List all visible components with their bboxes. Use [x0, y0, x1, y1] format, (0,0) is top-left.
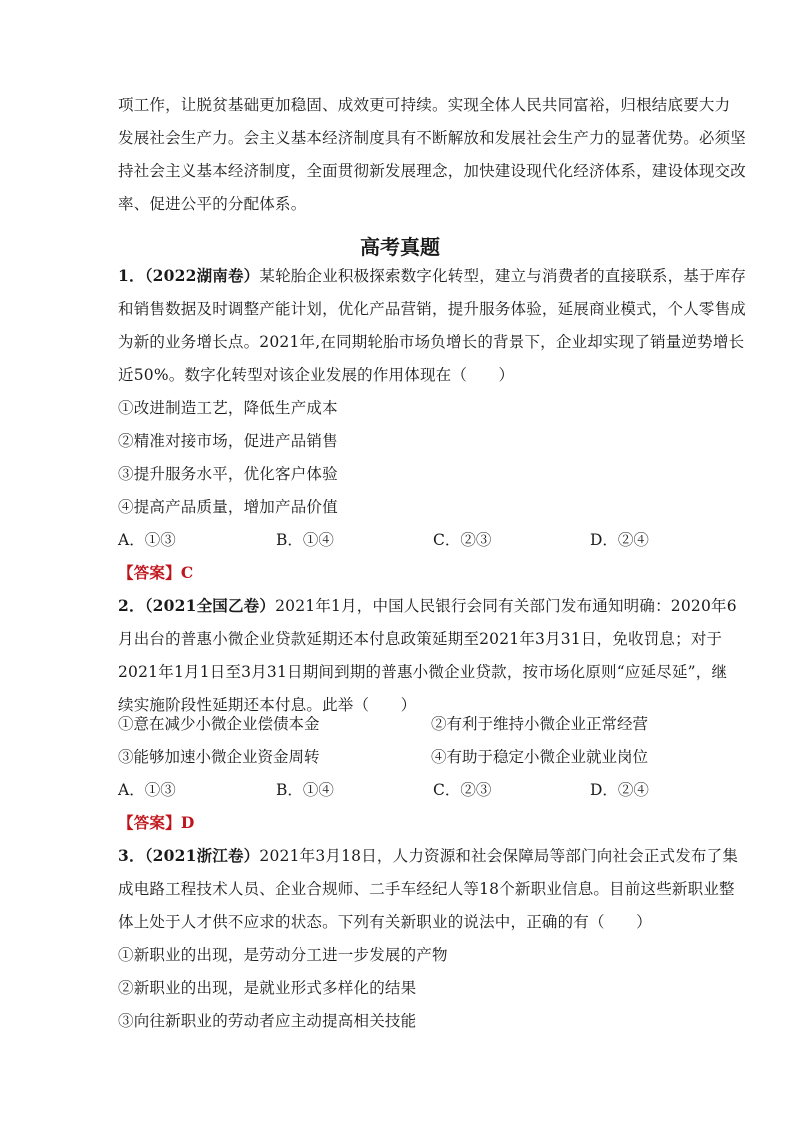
answer-value: C — [180, 563, 194, 582]
section-title: 高考真题 — [360, 235, 440, 259]
question-source: （2021全国乙卷） — [144, 596, 276, 615]
q1-choice-b: B．①④ — [276, 531, 334, 549]
q2-choice-d: D．②④ — [590, 781, 649, 799]
q2-item: ①意在减少小微企业偿债本金 — [118, 715, 320, 733]
q2-choice-b: B．①④ — [276, 781, 334, 799]
question-text: 2021年1月，中国人民银行会同有关部门发布通知明确：2020年6 — [275, 597, 737, 615]
question-source: （2021浙江卷） — [144, 846, 260, 865]
answer-label: 【答案】 — [118, 563, 181, 582]
question-3-line: 体上处于人才供不应求的状态。下列有关新职业的说法中，正确的有（ ） — [118, 913, 652, 931]
q1-answer — [118, 563, 688, 583]
q2-choice-a: A．①③ — [118, 781, 176, 799]
q1-choice-a: A．①③ — [118, 531, 176, 549]
question-text: 2021年3月18日，人力资源和社会保障局等部门向社会正式发布了集 — [259, 847, 739, 865]
intro-line: 率、促进公平的分配体系。 — [118, 195, 307, 213]
q3-item: ①新职业的出现，是劳动分工进一步发展的产物 — [118, 946, 448, 964]
q1-item: ④提高产品质量，增加产品价值 — [118, 498, 338, 516]
intro-line: 持社会主义基本经济制度，全面贯彻新发展理念，加快建设现代化经济体系，建设体现交改 — [118, 162, 747, 180]
question-1-line: 和销售数据及时调整产能计划，优化产品营销，提升服务体验，延展商业模式，个人零售成 — [118, 300, 747, 318]
q2-item: ④有助于稳定小微企业就业岗位 — [431, 748, 649, 766]
question-number: 2． — [118, 596, 145, 615]
q3-item: ③向往新职业的劳动者应主动提高相关技能 — [118, 1012, 417, 1030]
q1-item: ②精准对接市场，促进产品销售 — [118, 432, 338, 450]
question-2-line: 续实施阶段性延期还本付息。此举（ ） — [118, 696, 417, 714]
question-1-first-line — [118, 266, 747, 286]
q2-choice-c: C．②③ — [433, 781, 492, 799]
q2-item: ②有利于维持小微企业正常经营 — [431, 715, 649, 733]
question-number: 1． — [118, 266, 145, 285]
question-2-first-line — [118, 596, 737, 616]
question-number: 3． — [118, 846, 145, 865]
answer-label: 【答案】 — [118, 813, 181, 832]
q2-answer — [118, 813, 688, 833]
q1-choice-c: C．②③ — [433, 531, 492, 549]
question-3-line: 成电路工程技术人员、企业合规师、二手车经纪人等18个新职业信息。目前这些新职业整 — [118, 880, 735, 898]
q1-item: ①改进制造工艺，降低生产成本 — [118, 399, 338, 417]
q1-item: ③提升服务水平，优化客户体验 — [118, 465, 338, 483]
intro-line: 项工作，让脱贫基础更加稳固、成效更可持续。实现全体人民共同富裕，归根结底要大力 — [118, 96, 731, 114]
q3-item: ②新职业的出现，是就业形式多样化的结果 — [118, 979, 417, 997]
question-1-line: 为新的业务增长点。2021年,在同期轮胎市场负增长的背景下，企业却实现了销量逆势增长 — [118, 333, 745, 351]
q2-item: ③能够加速小微企业资金周转 — [118, 748, 320, 766]
intro-line: 发展社会生产力。会主义基本经济制度具有不断解放和发展社会生产力的显著优势。必须坚 — [118, 129, 747, 147]
question-2-line: 2021年1月1日至3月31日期间到期的普惠小微企业贷款，按市场化原则“应延尽延”，继 — [118, 663, 728, 681]
question-1-line: 近50%。数字化转型对该企业发展的作用体现在（ ） — [118, 366, 515, 384]
question-text: 某轮胎企业积极探索数字化转型，建立与消费者的直接联系，基于库存 — [259, 267, 747, 285]
question-2-line: 月出台的普惠小微企业贷款延期还本付息政策延期至2021年3月31日，免收罚息；对于 — [118, 630, 723, 648]
question-3-first-line — [118, 846, 739, 866]
question-source: （2022湖南卷） — [144, 266, 260, 285]
answer-value: D — [180, 813, 195, 832]
q1-choice-d: D．②④ — [590, 531, 649, 549]
